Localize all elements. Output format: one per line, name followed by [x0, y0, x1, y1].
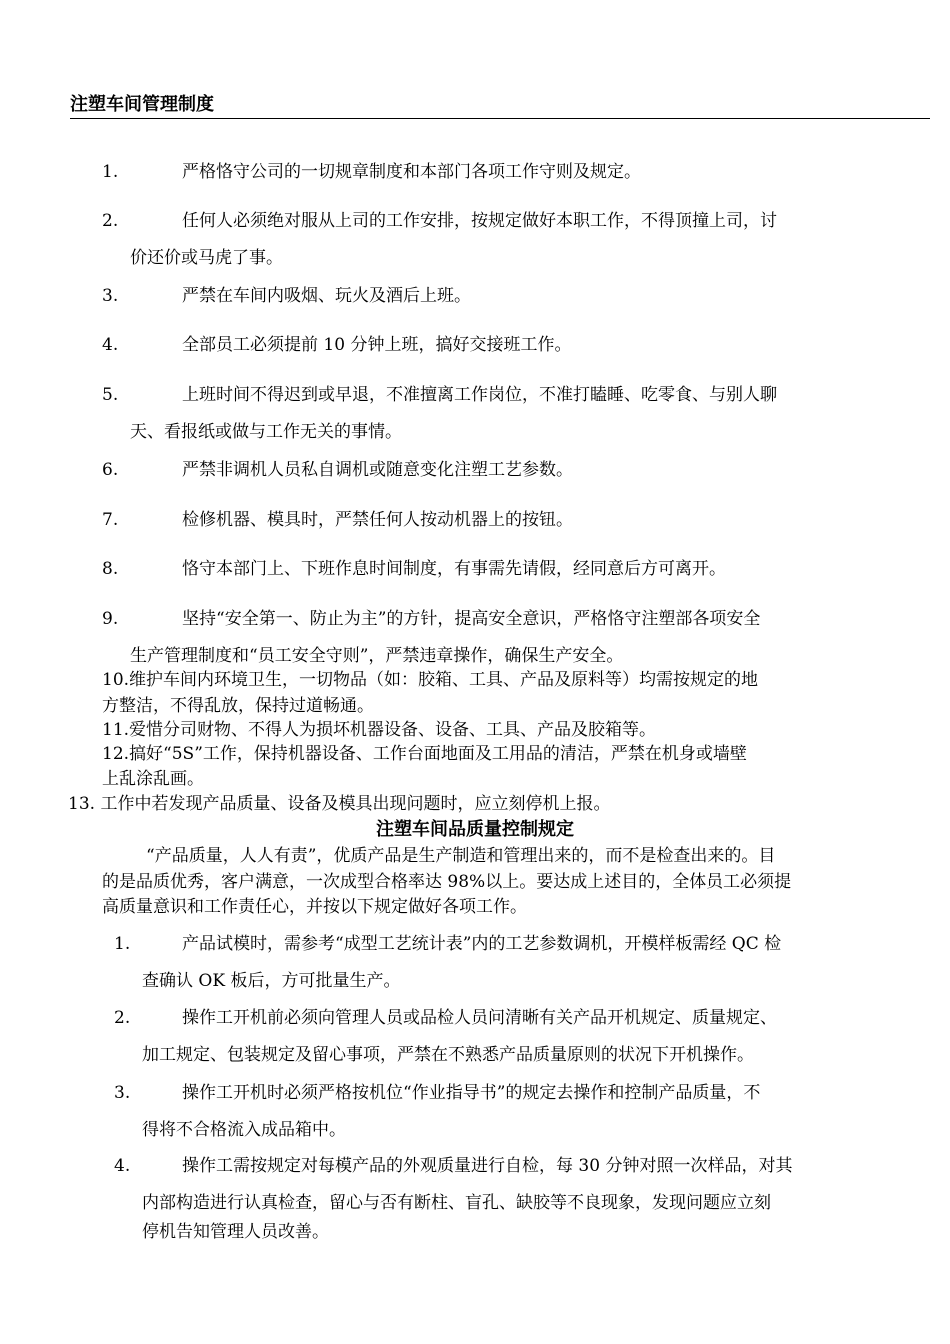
rule-number: 2. — [114, 1008, 131, 1028]
rule-number: 1. — [114, 934, 131, 954]
rule-text-continued: 停机告知管理人员改善。 — [142, 1222, 329, 1242]
rule-text-continued: 加工规定、包装规定及留心事项，严禁在不熟悉产品质量原则的状况下开机操作。 — [142, 1045, 754, 1065]
rule-text-continued: 生产管理制度和“员工安全守则”，严禁违章操作，确保生产安全。 — [130, 646, 624, 666]
rule-line: 上乱涂乱画。 — [102, 769, 204, 789]
rule-text: 操作工开机时必须严格按机位“作业指导书”的规定去操作和控制产品质量，不 — [182, 1083, 761, 1103]
rule-line: 方整洁，不得乱放，保持过道畅通。 — [102, 696, 374, 716]
rule-text-continued: 查确认 OK 板后，方可批量生产。 — [142, 971, 401, 991]
intro-line: 高质量意识和工作责任心，并按以下规定做好各项工作。 — [102, 897, 527, 917]
rule-number: 5. — [102, 385, 119, 405]
rule-number: 2. — [102, 211, 119, 231]
rule-number: 3. — [102, 286, 119, 306]
rule-text-continued: 天、看报纸或做与工作无关的事情。 — [130, 422, 402, 442]
rule-number: 9. — [102, 609, 119, 629]
rule-text: 严格恪守公司的一切规章制度和本部门各项工作守则及规定。 — [182, 162, 641, 182]
rule-text-continued: 得将不合格流入成品箱中。 — [142, 1120, 346, 1140]
rule-line: 10.维护车间内环境卫生，一切物品（如：胶箱、工具、产品及原料等）均需按规定的地 — [102, 670, 759, 690]
rule-text: 任何人必须绝对服从上司的工作安排，按规定做好本职工作，不得顶撞上司，讨 — [182, 211, 777, 231]
rule-text: 操作工开机前必须向管理人员或品检人员问清晰有关产品开机规定、质量规定、 — [182, 1008, 777, 1028]
intro-line: “产品质量，人人有责”，优质产品是生产制造和管理出来的，而不是检查出来的。目 — [146, 846, 776, 866]
rule-text: 检修机器、模具时，严禁任何人按动机器上的按钮。 — [182, 510, 573, 530]
rule-line: 13. 工作中若发现产品质量、设备及模具出现问题时，应立刻停机上报。 — [68, 794, 611, 814]
rule-number: 1. — [102, 162, 119, 182]
rule-text: 全部员工必须提前 10 分钟上班，搞好交接班工作。 — [182, 335, 572, 355]
rule-text: 恪守本部门上、下班作息时间制度，有事需先请假，经同意后方可离开。 — [182, 559, 726, 579]
rule-text: 上班时间不得迟到或早退，不准擅离工作岗位，不准打瞌睡、吃零食、与别人聊 — [182, 385, 777, 405]
rule-number: 4. — [102, 335, 119, 355]
rule-number: 3. — [114, 1083, 131, 1103]
rule-number: 6. — [102, 460, 119, 480]
rule-text-continued: 价还价或马虎了事。 — [130, 248, 283, 268]
rule-text: 严禁非调机人员私自调机或随意变化注塑工艺参数。 — [182, 460, 573, 480]
rule-text-continued: 内部构造进行认真检查，留心与否有断柱、盲孔、缺胶等不良现象，发现问题应立刻 — [142, 1193, 771, 1213]
rule-number: 8. — [102, 559, 119, 579]
rule-text: 产品试模时，需参考“成型工艺统计表”内的工艺参数调机，开模样板需经 QC 检 — [182, 934, 782, 954]
intro-line: 的是品质优秀，客户满意，一次成型合格率达 98%以上。要达成上述目的，全体员工必须提 — [102, 872, 792, 892]
rule-text: 坚持“安全第一、防止为主”的方针，提高安全意识，严格恪守注塑部各项安全 — [182, 609, 761, 629]
rule-text: 严禁在车间内吸烟、玩火及酒后上班。 — [182, 286, 471, 306]
rule-line: 11.爱惜分司财物、不得人为损坏机器设备、设备、工具、产品及胶箱等。 — [102, 720, 657, 740]
page-title: 注塑车间管理制度 — [70, 94, 930, 119]
section-title: 注塑车间品质量控制规定 — [376, 819, 574, 840]
rule-number: 7. — [102, 510, 119, 530]
rule-line: 12.搞好“5S”工作，保持机器设备、工作台面地面及工用品的清洁，严禁在机身或墙壁 — [102, 744, 747, 764]
rule-text: 操作工需按规定对每模产品的外观质量进行自检，每 30 分钟对照一次样品，对其 — [182, 1156, 793, 1176]
rule-number: 4. — [114, 1156, 131, 1176]
